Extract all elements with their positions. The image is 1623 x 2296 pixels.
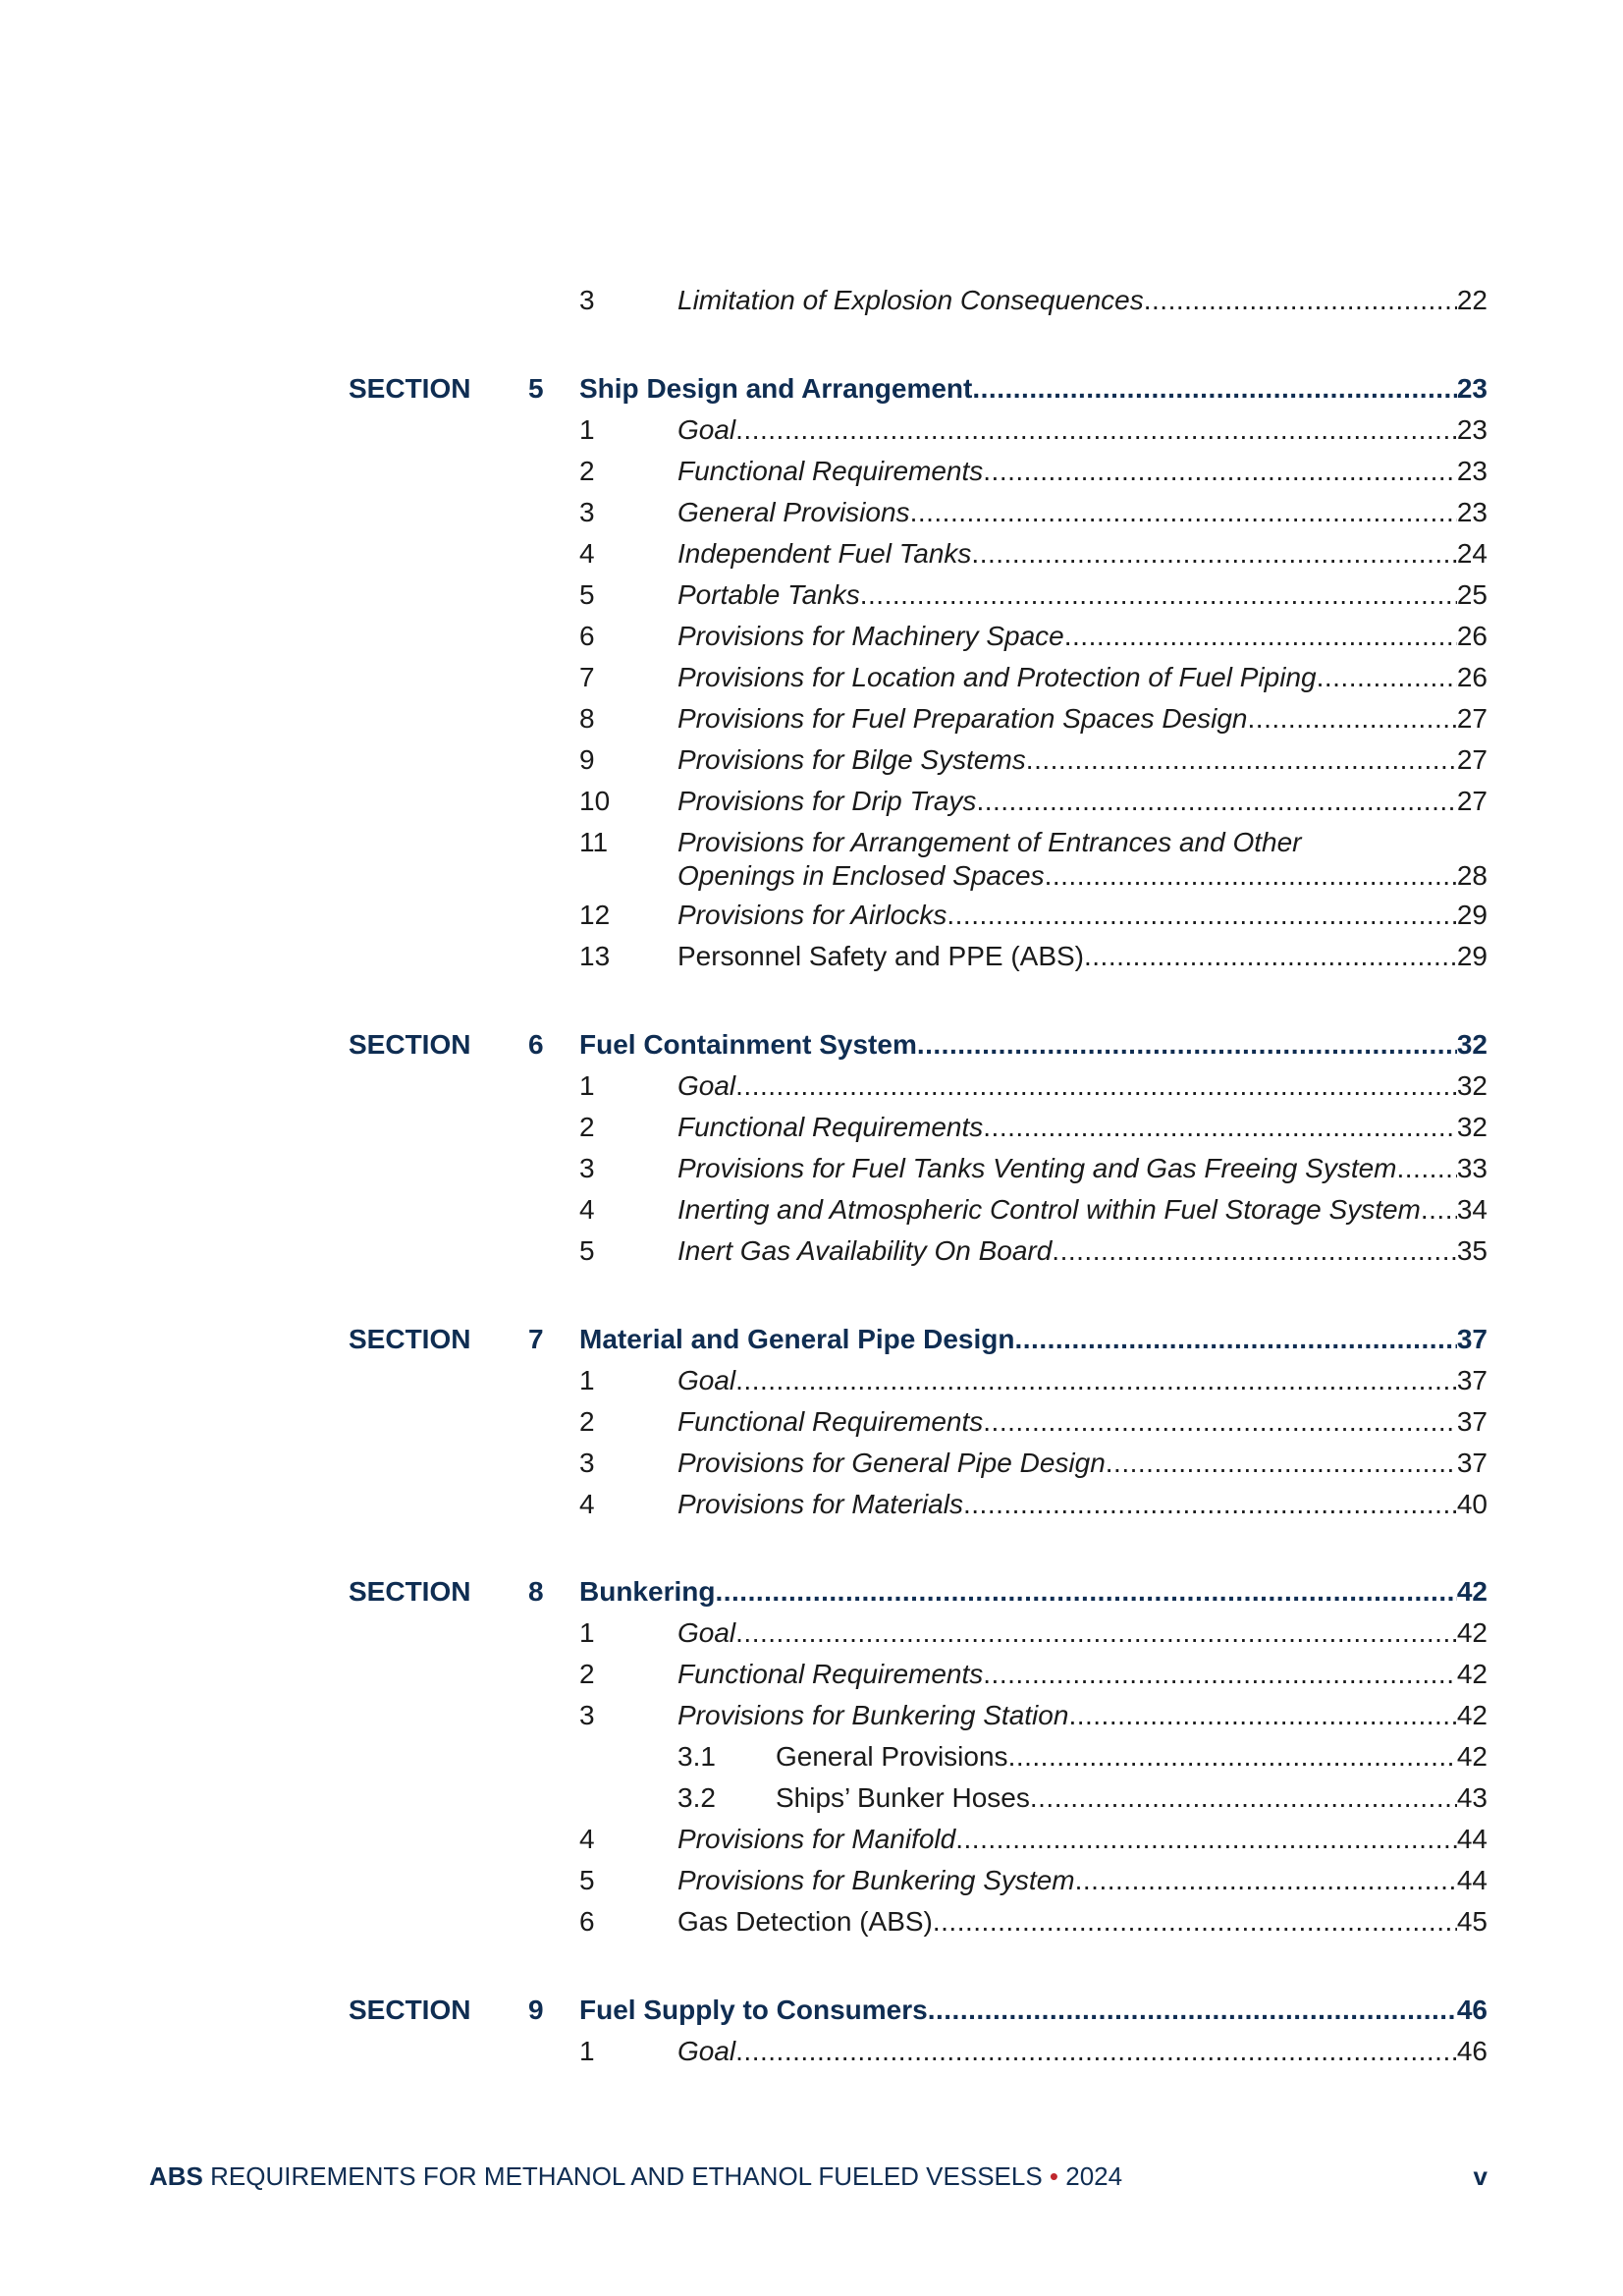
item-number: 3: [579, 497, 595, 527]
toc-entry-link[interactable]: [677, 616, 1488, 657]
toc-page-number: 37: [1456, 1406, 1488, 1437]
toc-item-row: [0, 533, 1623, 574]
subitem-number: 3.2: [677, 1782, 716, 1813]
dot-leader: [735, 2031, 1457, 2072]
subitem-number: 3.1: [677, 1741, 716, 1772]
section-label: SECTION: [349, 373, 471, 404]
section-label: SECTION: [349, 1029, 471, 1060]
toc-entry-title: Provisions for General Pipe Design: [677, 1448, 1106, 1478]
item-number: 6: [579, 621, 595, 651]
toc-page-number: 44: [1456, 1865, 1488, 1895]
item-number: 1: [579, 2036, 595, 2066]
dot-leader: [971, 533, 1456, 574]
toc-entry-title: Ship Design and Arrangement: [579, 373, 973, 404]
toc-page-number: 28: [1456, 860, 1488, 891]
item-number: 3: [579, 1700, 595, 1730]
toc-entry-link[interactable]: [677, 1819, 1488, 1860]
dot-leader: [983, 1654, 1457, 1695]
toc-page-number: 42: [1456, 1741, 1488, 1772]
dot-leader: [1075, 1860, 1457, 1901]
toc-item-row: [0, 1654, 1623, 1695]
toc-entry-link[interactable]: [776, 1736, 1488, 1777]
toc-item-row: [0, 657, 1623, 698]
toc-item-row: [0, 1901, 1623, 1942]
toc-item-row: [0, 1230, 1623, 1272]
page-number: v: [1473, 2161, 1488, 2191]
toc-page-number: 43: [1456, 1782, 1488, 1813]
toc-entry-link[interactable]: [677, 1654, 1488, 1695]
toc-entry-title: Goal: [677, 414, 736, 445]
toc-item-row: [0, 822, 1623, 897]
item-number: 6: [579, 1906, 595, 1937]
toc-entry-link[interactable]: [677, 657, 1488, 698]
toc-entry-link[interactable]: [677, 1360, 1488, 1401]
toc-entry-title: Goal: [677, 1365, 736, 1395]
section-number: 5: [528, 373, 544, 404]
item-number: 1: [579, 414, 595, 445]
toc-entry-link[interactable]: [677, 1443, 1488, 1484]
toc-entry-link[interactable]: [579, 1319, 1488, 1360]
toc-page-number: 33: [1456, 1153, 1488, 1183]
toc-entry-title: Provisions for Machinery Space: [677, 621, 1064, 651]
item-number: 7: [579, 662, 595, 692]
toc-item-row: [0, 1107, 1623, 1148]
toc-item-row: [0, 616, 1623, 657]
dot-leader: [1026, 739, 1457, 781]
toc-entry-link[interactable]: [677, 1107, 1488, 1148]
item-number: 1: [579, 1617, 595, 1648]
toc-entry-title: Goal: [677, 2036, 736, 2066]
toc-page-number: 27: [1456, 703, 1488, 734]
toc-entry-link[interactable]: [677, 1613, 1488, 1654]
toc-item-row: [0, 1066, 1623, 1107]
toc-item-row: [0, 698, 1623, 739]
section-number: 9: [528, 1995, 544, 2025]
toc-page-number: 46: [1456, 2036, 1488, 2066]
toc-page-number: 27: [1456, 786, 1488, 816]
toc-page-number: 37: [1456, 1448, 1488, 1478]
toc-entry-title-line1: Provisions for Arrangement of Entrances and Other: [677, 827, 1302, 857]
item-number: 3: [579, 1153, 595, 1183]
toc-entry-title: Provisions for Bilge Systems: [677, 744, 1026, 775]
dot-leader: [1064, 616, 1457, 657]
toc-item-row: [0, 410, 1623, 451]
toc-entry-link[interactable]: [677, 451, 1488, 492]
toc-item-row: [0, 1360, 1623, 1401]
toc-entry-title: Inerting and Atmospheric Control within Fuel Storage System: [677, 1194, 1421, 1225]
toc-entry-title: Limitation of Explosion Consequences: [677, 285, 1144, 315]
toc-entry-title: Fuel Supply to Consumers: [579, 1995, 928, 2025]
toc-entry-title: Functional Requirements: [677, 1112, 984, 1142]
toc-item-row: [0, 1736, 1623, 1777]
item-number: 2: [579, 1112, 595, 1142]
toc-entry-link[interactable]: [677, 936, 1488, 977]
dot-leader: [735, 410, 1457, 451]
item-number: 11: [579, 827, 609, 857]
item-number: 13: [579, 941, 611, 971]
toc-entry-link[interactable]: [677, 855, 1488, 897]
toc-item-row: [0, 1819, 1623, 1860]
toc-entry-title: Bunkering: [579, 1576, 716, 1607]
dot-leader: [735, 1613, 1457, 1654]
toc-entry-title: Independent Fuel Tanks: [677, 538, 972, 569]
toc-page-number: 23: [1456, 414, 1488, 445]
dot-leader: [955, 1819, 1457, 1860]
toc-entry-title: Provisions for Fuel Preparation Spaces Design: [677, 703, 1248, 734]
item-number: 5: [579, 1865, 595, 1895]
toc-item-row: [0, 1777, 1623, 1819]
toc-entry-link[interactable]: [677, 2031, 1488, 2072]
toc-item-row: [0, 1613, 1623, 1654]
toc-entry-title: Functional Requirements: [677, 1406, 984, 1437]
toc-page-number: 34: [1456, 1194, 1488, 1225]
toc-item-row: [0, 1484, 1623, 1525]
dot-leader: [933, 1901, 1457, 1942]
toc-entry-title: Ships’ Bunker Hoses: [776, 1782, 1030, 1813]
toc-entry-title: Provisions for Materials: [677, 1489, 963, 1519]
toc-entry-link[interactable]: [677, 410, 1488, 451]
toc-page-number: 27: [1456, 744, 1488, 775]
dot-leader: [983, 451, 1457, 492]
footer-title: REQUIREMENTS FOR METHANOL AND ETHANOL FUELED VESSELS: [202, 2161, 1050, 2191]
toc-entry-link[interactable]: [677, 1860, 1488, 1901]
toc-entry-link[interactable]: [677, 1189, 1488, 1230]
toc-item-row: [0, 2031, 1623, 2072]
toc-section-row: [0, 1571, 1623, 1613]
dot-leader: [1008, 1736, 1457, 1777]
toc-page-number: 23: [1456, 497, 1488, 527]
toc-page-number: 24: [1456, 538, 1488, 569]
toc-section-row: [0, 1990, 1623, 2031]
item-number: 2: [579, 1659, 595, 1689]
toc-entry-title: Goal: [677, 1617, 736, 1648]
toc-entry-title: Portable Tanks: [677, 579, 860, 610]
toc-entry-title: Personnel Safety and PPE (ABS): [677, 941, 1084, 971]
toc-entry-link[interactable]: [677, 698, 1488, 739]
toc-entry-link[interactable]: [677, 1148, 1488, 1189]
toc-entry-link[interactable]: [579, 368, 1488, 410]
toc-page-number: 25: [1456, 579, 1488, 610]
toc-entry-link[interactable]: [677, 1484, 1488, 1525]
dot-leader: [1030, 1777, 1457, 1819]
toc-entry-link[interactable]: [677, 1901, 1488, 1942]
toc-page-number: 26: [1456, 621, 1488, 651]
toc-page-number: 37: [1456, 1324, 1488, 1354]
toc-page-number: 22: [1456, 285, 1488, 315]
dot-leader: [976, 781, 1456, 822]
footer-brand: ABS: [149, 2161, 203, 2191]
toc-item-row: [0, 492, 1623, 533]
item-number: 8: [579, 703, 595, 734]
toc-entry-title: Functional Requirements: [677, 1659, 984, 1689]
footer-year: 2024: [1058, 2161, 1123, 2191]
toc-entry-title: Gas Detection (ABS): [677, 1906, 933, 1937]
dot-leader: [860, 574, 1457, 616]
toc-entry-title: Provisions for Drip Trays: [677, 786, 977, 816]
toc-entry-link[interactable]: [677, 574, 1488, 616]
toc-entry-link[interactable]: [579, 1571, 1488, 1613]
toc-item-row: [0, 781, 1623, 822]
dot-leader: [983, 1401, 1457, 1443]
toc-entry-link[interactable]: [677, 1695, 1488, 1736]
toc-page-number: 32: [1456, 1070, 1488, 1101]
toc-entry-title: Provisions for Manifold: [677, 1824, 956, 1854]
toc-page-number: 29: [1456, 900, 1488, 930]
item-number: 5: [579, 579, 595, 610]
item-number: 4: [579, 1194, 595, 1225]
toc-page-number: 46: [1456, 1995, 1488, 2025]
page-footer: [149, 2157, 1488, 2196]
toc-entry-link[interactable]: [579, 1990, 1488, 2031]
toc-item-row: [0, 1443, 1623, 1484]
toc-page-number: 42: [1456, 1617, 1488, 1648]
toc-entry-title: Provisions for Bunkering System: [677, 1865, 1075, 1895]
toc-page-number: 44: [1456, 1824, 1488, 1854]
dot-leader: [1317, 657, 1457, 698]
toc-entry-link[interactable]: [677, 492, 1488, 533]
toc-entry-title: Provisions for Airlocks: [677, 900, 947, 930]
section-number: 8: [528, 1576, 544, 1607]
dot-leader: [1084, 936, 1457, 977]
toc-entry-link[interactable]: [677, 739, 1488, 781]
dot-leader: [1248, 698, 1457, 739]
section-number: 7: [528, 1324, 544, 1354]
toc-page-number: 42: [1456, 1576, 1488, 1607]
toc-entry-title: Material and General Pipe Design: [579, 1324, 1015, 1354]
toc-entry-title: Provisions for Location and Protection of Fuel Piping: [677, 662, 1317, 692]
dot-leader: [1421, 1189, 1457, 1230]
footer-separator: •: [1049, 2161, 1059, 2191]
toc-page-number: 32: [1456, 1029, 1488, 1060]
section-label: SECTION: [349, 1324, 471, 1354]
toc-page-number: 32: [1456, 1112, 1488, 1142]
toc-item-row: [0, 574, 1623, 616]
item-number: 4: [579, 1489, 595, 1519]
dot-leader: [917, 1024, 1457, 1066]
toc-entry-title: Fuel Containment System: [579, 1029, 917, 1060]
toc-page-number: 23: [1456, 373, 1488, 404]
dot-leader: [1045, 855, 1457, 897]
item-number: 12: [579, 900, 611, 930]
toc-entry-title: Inert Gas Availability On Board: [677, 1235, 1053, 1266]
toc-entry-link[interactable]: [677, 895, 1488, 936]
toc-item-row: [0, 1860, 1623, 1901]
dot-leader: [1068, 1695, 1456, 1736]
item-number: 5: [579, 1235, 595, 1266]
dot-leader: [735, 1066, 1457, 1107]
toc-entry-link[interactable]: [776, 1777, 1488, 1819]
item-number: 2: [579, 1406, 595, 1437]
item-number: 1: [579, 1070, 595, 1101]
dot-leader: [1144, 280, 1457, 321]
toc-section-row: [0, 1024, 1623, 1066]
toc-entry-link[interactable]: [579, 1024, 1488, 1066]
toc-item-row: [0, 1189, 1623, 1230]
dot-leader: [910, 492, 1457, 533]
toc-section-row: [0, 368, 1623, 410]
toc-entry-link[interactable]: [677, 533, 1488, 574]
section-label: SECTION: [349, 1576, 471, 1607]
toc-page-number: 40: [1456, 1489, 1488, 1519]
dot-leader: [1106, 1443, 1457, 1484]
toc-entry-link[interactable]: [677, 1066, 1488, 1107]
toc-item-row: [0, 739, 1623, 781]
toc-page-number: 42: [1456, 1659, 1488, 1689]
toc-item-row: [0, 1695, 1623, 1736]
toc-page-number: 26: [1456, 662, 1488, 692]
toc-page-number: 37: [1456, 1365, 1488, 1395]
toc-page-number: 45: [1456, 1906, 1488, 1937]
toc-entry-title: Openings in Enclosed Spaces: [677, 860, 1045, 891]
toc-item-row: [0, 1401, 1623, 1443]
toc-item-row: [0, 936, 1623, 977]
dot-leader: [972, 368, 1456, 410]
section-number: 6: [528, 1029, 544, 1060]
item-number: 4: [579, 1824, 595, 1854]
dot-leader: [983, 1107, 1457, 1148]
dot-leader: [928, 1990, 1457, 2031]
item-number: 10: [579, 786, 611, 816]
dot-leader: [1014, 1319, 1456, 1360]
toc-entry-title: General Provisions: [677, 497, 910, 527]
toc-page-number: 42: [1456, 1700, 1488, 1730]
toc-entry-title: General Provisions: [776, 1741, 1008, 1772]
toc-entry-link[interactable]: [677, 781, 1488, 822]
toc-item-row: [0, 1148, 1623, 1189]
toc-entry-title: Goal: [677, 1070, 736, 1101]
item-number: 3: [579, 285, 595, 315]
toc-item-row: [0, 451, 1623, 492]
toc-item-row: [0, 895, 1623, 936]
toc-entry-link[interactable]: [677, 280, 1488, 321]
toc-entry-title: Provisions for Bunkering Station: [677, 1700, 1069, 1730]
toc-item-row: [0, 280, 1623, 321]
toc-entry-link[interactable]: [677, 1230, 1488, 1272]
toc-entry-title: Functional Requirements: [677, 456, 984, 486]
toc-entry-link[interactable]: [677, 1401, 1488, 1443]
item-number: 2: [579, 456, 595, 486]
dot-leader: [963, 1484, 1457, 1525]
item-number: 3: [579, 1448, 595, 1478]
toc-section-row: [0, 1319, 1623, 1360]
dot-leader: [1397, 1148, 1457, 1189]
dot-leader: [715, 1571, 1456, 1613]
section-label: SECTION: [349, 1995, 471, 2025]
toc-entry-title: Provisions for Fuel Tanks Venting and Gas Freeing System: [677, 1153, 1397, 1183]
toc-page-number: 29: [1456, 941, 1488, 971]
dot-leader: [947, 895, 1456, 936]
item-number: 9: [579, 744, 595, 775]
item-number: 4: [579, 538, 595, 569]
dot-leader: [735, 1360, 1457, 1401]
dot-leader: [1052, 1230, 1457, 1272]
toc-page-number: 35: [1456, 1235, 1488, 1266]
toc-page-number: 23: [1456, 456, 1488, 486]
item-number: 1: [579, 1365, 595, 1395]
